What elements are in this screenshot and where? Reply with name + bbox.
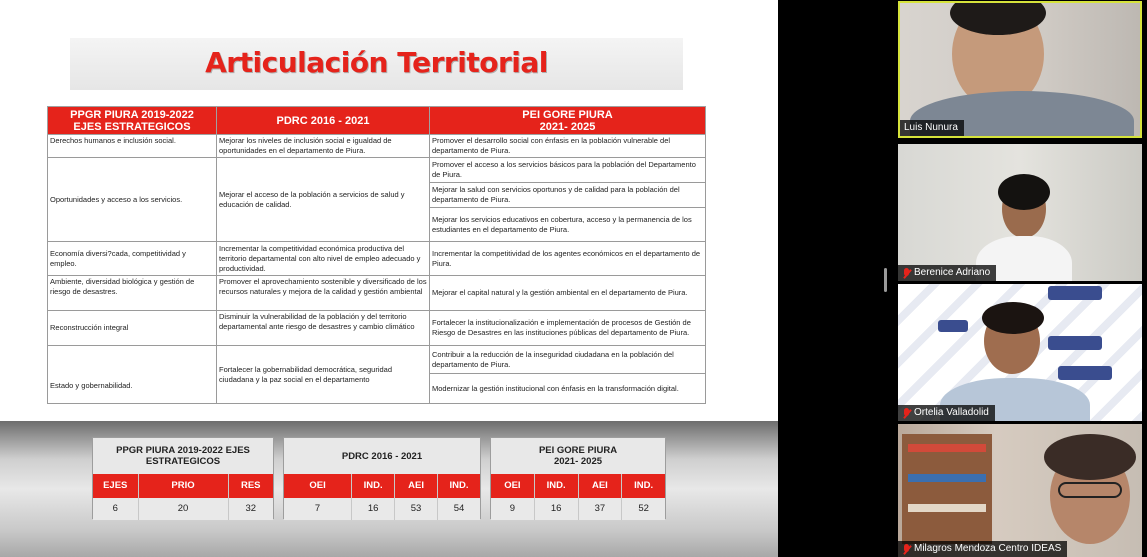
summary-value: 7 <box>284 498 351 520</box>
table-row <box>48 242 706 276</box>
summary-value: 53 <box>394 498 437 520</box>
summary-value-row <box>93 498 273 520</box>
summary-header-row <box>93 474 273 498</box>
summary-col-header: RES <box>228 474 274 498</box>
participant-tile-berenice[interactable] <box>898 144 1142 281</box>
pdrc-cell: Fortalecer la gobernabilidad democrática, seguridad ciudadana y la paz social en el departamento <box>217 346 430 404</box>
participant-name: Luis Nunura <box>904 122 958 133</box>
pei-cell: Mejorar la salud con servicios oportunos y de calidad para la población del departamento de Piura. <box>430 183 706 208</box>
participant-tile-luis[interactable] <box>898 1 1142 138</box>
eje-cell: Ambiente, diversidad biológica y gestión de riesgo de desastres. <box>48 276 217 311</box>
pei-cell: Modernizar la gestión institucional con énfasis en la transformación digital. <box>430 374 706 404</box>
summary-value-row <box>491 498 665 520</box>
summary-col-header: IND. <box>437 474 480 498</box>
mic-off-icon <box>902 544 911 555</box>
summary-col-header: OEI <box>491 474 534 498</box>
pei-cell: Mejorar el capital natural y la gestión ambiental en el departamento de Piura. <box>430 276 706 311</box>
summary-value: 16 <box>351 498 394 520</box>
pdrc-cell: Incrementar la competitividad económica productiva del territorio departamental con alto nivel de empleo adecuado y productividad. <box>217 242 430 276</box>
pdrc-cell: Promover el aprovechamiento sostenible y diversificado de los recursos naturales y mejora de la calidad y gestión ambiental <box>217 276 430 311</box>
table-row <box>48 346 706 374</box>
summary-value: 52 <box>621 498 665 520</box>
summary-header-row <box>284 474 480 498</box>
eje-cell: Reconstrucción integral <box>48 311 217 346</box>
header-pdrc: PDRC 2016 - 2021 <box>217 107 430 135</box>
pei-cell: Fortalecer la institucionalización e implementación de procesos de Gestión de Riesgo de Desastres en las instituciones públicas del departamento de Piura. <box>430 311 706 346</box>
header-ppgr: PPGR PIURA 2019-2022 EJES ESTRATEGICOS <box>48 107 217 135</box>
summary-header-row <box>491 474 665 498</box>
summary-panel <box>0 421 778 557</box>
summary-value: 16 <box>534 498 578 520</box>
eje-cell: Estado y gobernabilidad. <box>48 346 217 404</box>
summary-title: PPGR PIURA 2019-2022 EJES ESTRATEGICOS <box>116 445 250 467</box>
pdrc-cell: Mejorar el acceso de la población a servicios de salud y educación de calidad. <box>217 158 430 242</box>
pei-cell: Contribuir a la reducción de la inseguridad ciudadana en la población del departamento de Piura. <box>430 346 706 374</box>
table-row <box>48 311 706 346</box>
summary-col-header: OEI <box>284 474 351 498</box>
mic-off-icon <box>902 408 911 419</box>
participant-name-tag <box>900 120 964 136</box>
pei-cell: Promover el acceso a los servicios básicos para la población del Departamento de Piura. <box>430 158 706 183</box>
header-pei: PEI GORE PIURA 2021- 2025 <box>430 107 706 135</box>
summary-col-header: EJES <box>93 474 138 498</box>
summary-value: 6 <box>93 498 138 520</box>
table-row <box>48 276 706 311</box>
summary-col-header: AEI <box>578 474 622 498</box>
summary-col-header: IND. <box>351 474 394 498</box>
summary-title: PEI GORE PIURA 2021- 2025 <box>538 445 618 467</box>
table-row <box>48 135 706 158</box>
participant-name: Milagros Mendoza Centro IDEAS <box>914 543 1062 554</box>
eje-cell: Derechos humanos e inclusión social. <box>48 135 217 158</box>
summary-value: 37 <box>578 498 622 520</box>
summary-col-header: AEI <box>394 474 437 498</box>
pdrc-cell: Mejorar los niveles de inclusión social e igualdad de oportunidades en el departamento de Piura. <box>217 135 430 158</box>
pei-cell: Promover el desarrollo social con énfasis en la población vulnerable del departamento de Piura. <box>430 135 706 158</box>
table-header-row <box>48 107 706 135</box>
summary-value-row <box>284 498 480 520</box>
table-row <box>48 158 706 183</box>
summary-col-header: IND. <box>621 474 665 498</box>
slide-title: Articulación Territorial <box>205 46 548 79</box>
participant-name-tag <box>898 541 1067 557</box>
articulation-table <box>47 106 706 404</box>
participant-hair <box>982 302 1044 334</box>
pdrc-cell: Disminuir la vulnerabilidad de la población y del territorio departamental ante riesgo de desastres y cambio climático <box>217 311 430 346</box>
eje-cell: Economía diversi?cada, competitividad y empleo. <box>48 242 217 276</box>
summary-pei <box>490 437 666 519</box>
participant-tile-milagros[interactable] <box>898 424 1142 557</box>
summary-pdrc <box>283 437 481 519</box>
summary-value: 32 <box>228 498 274 520</box>
pei-cell: Mejorar los servicios educativos en cobertura, acceso y la permanencia de los estudiantes en el departamento de Piura. <box>430 208 706 242</box>
eje-cell: Oportunidades y acceso a los servicios. <box>48 158 217 242</box>
participant-hair <box>998 174 1050 210</box>
participant-tile-ortelia[interactable] <box>898 284 1142 421</box>
summary-col-header: PRIO <box>138 474 228 498</box>
participant-hair <box>1044 434 1136 480</box>
summary-value: 20 <box>138 498 228 520</box>
participant-name-tag <box>898 265 996 281</box>
summary-title: PDRC 2016 - 2021 <box>341 450 423 462</box>
summary-value: 9 <box>491 498 534 520</box>
slide-title-banner <box>70 38 683 90</box>
pei-cell: Incrementar la competitividad de los agentes económicos en el departamento de Piura. <box>430 242 706 276</box>
summary-col-header: IND. <box>534 474 578 498</box>
summary-value: 54 <box>437 498 480 520</box>
participant-gallery <box>893 0 1147 557</box>
participant-name: Ortelia Valladolid <box>914 407 989 418</box>
summary-ppgr <box>92 437 274 519</box>
participant-name: Berenice Adriano <box>914 267 991 278</box>
mic-off-icon <box>902 268 911 279</box>
participant-name-tag <box>898 405 995 421</box>
gallery-scrollbar[interactable] <box>884 268 887 292</box>
